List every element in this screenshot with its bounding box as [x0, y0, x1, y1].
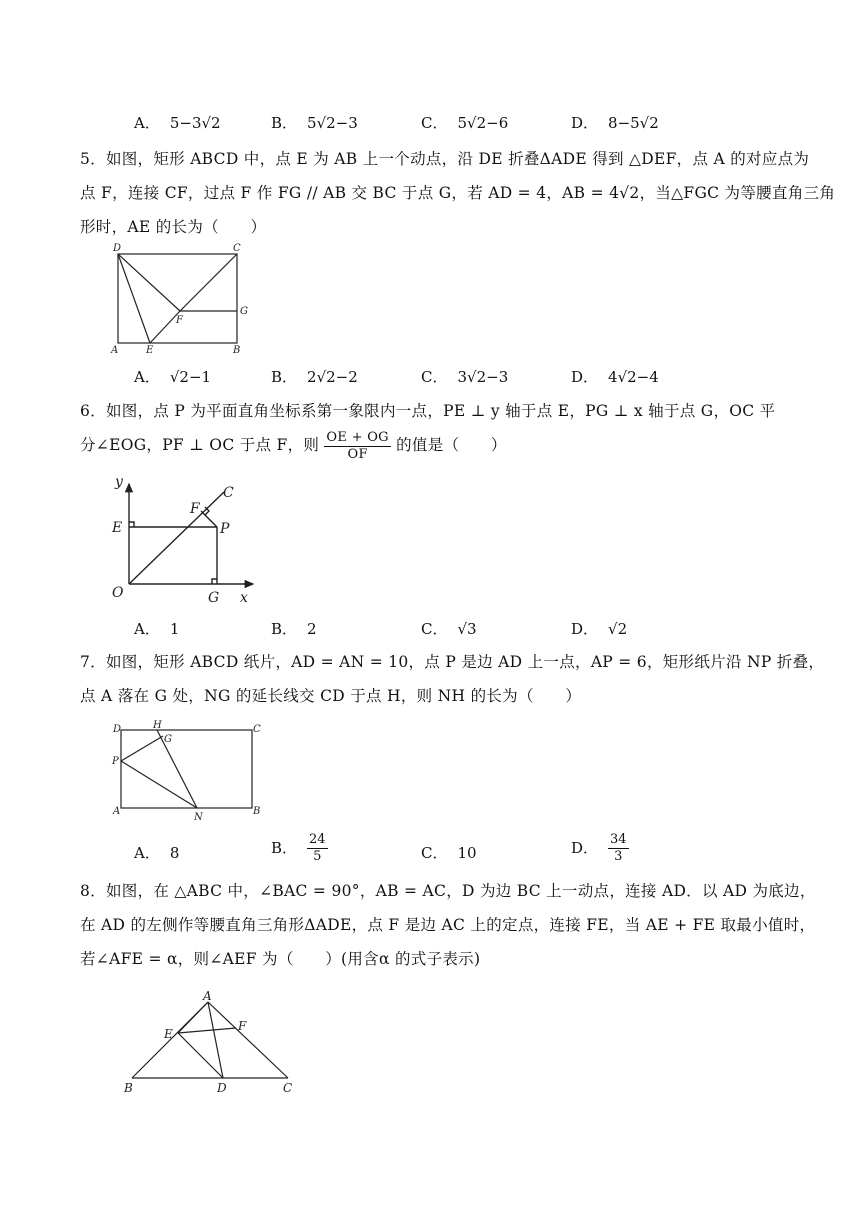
q5-segment-fc — [180, 254, 237, 311]
q5-line-3: 形时，AE 的长为（ ） — [80, 218, 267, 236]
q6-line-1: 6．如图，点 P 为平面直角坐标系第一象限内一点，PE ⊥ y 轴于点 E，PG ⊥ x 轴于点 G，OC 平 — [80, 402, 776, 420]
q8-segment-ac — [208, 1002, 288, 1078]
q7-option-b[interactable]: B． $\frac{24}{5}$ — [271, 832, 326, 864]
q5-label-a: A — [111, 345, 119, 356]
q7-label-b: B — [253, 806, 261, 817]
q8-figure — [118, 988, 294, 1098]
q8-line-1: 8．如图，在 △ABC 中，∠BAC = 90°，AB = AC，D 为边 BC 上一动点，连接 AD．以 AD 为底边， — [80, 882, 816, 900]
q5-option-a[interactable]: A． √2−1 — [134, 368, 212, 386]
q8-segment-ed — [178, 1033, 223, 1078]
q4-option-d[interactable]: D． 8−5√2 — [571, 114, 659, 132]
q5-label-g: G — [240, 306, 248, 317]
q8-label-d: D — [217, 1081, 227, 1095]
q7-line-2: 点 A 落在 G 处，NG 的延长线交 CD 于点 H，则 NH 的长为（ ） — [80, 687, 582, 705]
q4-option-a[interactable]: A． 5−3√2 — [134, 114, 221, 132]
q5-label-e: E — [146, 345, 154, 356]
q7-figure — [108, 718, 270, 822]
q6-label-y: y — [115, 474, 123, 490]
q6-option-b[interactable]: B． 2 — [271, 620, 317, 638]
q4-option-c[interactable]: C． 5√2−6 — [421, 114, 509, 132]
q6-option-a[interactable]: A． 1 — [134, 620, 180, 638]
q5-segment-df — [118, 254, 180, 311]
q7-label-g: G — [164, 734, 172, 745]
q8-label-f: F — [238, 1019, 247, 1033]
q6-label-g: G — [208, 590, 220, 606]
q7-rectangle — [121, 730, 252, 808]
q6-option-d[interactable]: D． √2 — [571, 620, 628, 638]
q8-label-c: C — [283, 1081, 293, 1095]
q7-label-h: H — [153, 720, 162, 731]
q8-line-2: 在 AD 的左侧作等腰直角三角形ΔADE，点 F 是边 AC 上的定点，连接 FE，当 AE + FE 取最小值时， — [80, 916, 816, 934]
q7-option-c[interactable]: C． 10 — [421, 844, 477, 862]
q6-label-f: F — [190, 501, 200, 517]
q7-label-p: P — [112, 756, 119, 767]
q6-fraction: $\frac{OE + OG}{OF}$ — [326, 429, 389, 462]
q6-option-c[interactable]: C． √3 — [421, 620, 477, 638]
q6-options — [134, 618, 834, 644]
q5-label-c: C — [233, 243, 241, 254]
q5-rectangle — [118, 254, 237, 343]
q5-label-b: B — [233, 345, 241, 356]
q6-line-2: 分∠EOG，PF ⊥ OC 于点 F，则 $\frac{OE + OG}{OF}$ 的值是（ ） — [80, 429, 507, 462]
q5-line-2: 点 F，连接 CF，过点 F 作 FG // AB 交 BC 于点 G，若 AD = 4，AB = 4√2，当△FGC 为等腰直角三角 — [80, 184, 836, 202]
q5-text — [80, 142, 836, 244]
q5-label-d: D — [113, 243, 122, 254]
q7-text — [80, 645, 825, 713]
q5-options — [134, 366, 834, 392]
q6-figure — [105, 474, 265, 606]
q5-line-1: 5．如图，矩形 ABCD 中，点 E 为 AB 上一个动点，沿 DE 折叠ΔADE 得到 △DEF，点 A 的对应点为 — [80, 150, 810, 168]
q8-text — [80, 874, 816, 976]
q6-text — [80, 394, 780, 463]
q4-option-b[interactable]: B． 5√2−3 — [271, 114, 358, 132]
q7-options — [134, 832, 834, 872]
q8-line-3: 若∠AFE = α，则∠AEF 为（ ）(用含α 的式子表示) — [80, 950, 481, 968]
q6-right-angle-g — [212, 579, 217, 584]
q6-label-p: P — [220, 521, 230, 537]
q7-label-d: D — [113, 724, 122, 735]
q8-segment-ae — [178, 1002, 208, 1033]
q8-label-e: E — [164, 1027, 173, 1041]
q7-label-c: C — [253, 724, 261, 735]
q7-option-a[interactable]: A． 8 — [134, 844, 180, 862]
q6-right-angle-f — [205, 507, 209, 515]
q6-label-o: O — [112, 585, 124, 601]
q7-line-1: 7．如图，矩形 ABCD 纸片，AD = AN = 10，点 P 是边 AD 上一点，AP = 6，矩形纸片沿 NP 折叠， — [80, 653, 825, 671]
q7-option-d[interactable]: D． $\frac{34}{3}$ — [571, 832, 627, 864]
q8-label-a: A — [203, 989, 212, 1003]
q5-segment-de — [118, 254, 150, 343]
q7-segment-pg — [121, 736, 163, 761]
q5-label-f: F — [176, 315, 183, 326]
q6-label-c: C — [223, 485, 234, 501]
q7-label-a: A — [113, 806, 121, 817]
q6-label-e: E — [112, 520, 123, 536]
q7-label-n: N — [194, 812, 203, 822]
q4-options — [134, 112, 834, 138]
q5-option-d[interactable]: D． 4√2−4 — [571, 368, 659, 386]
q8-segment-ef — [178, 1028, 236, 1033]
q5-option-c[interactable]: C． 3√2−3 — [421, 368, 509, 386]
q6-label-x: x — [240, 590, 248, 606]
q8-label-b: B — [124, 1081, 133, 1095]
q6-segment-pf — [201, 511, 217, 527]
q6-right-angle-e — [129, 522, 134, 527]
q5-figure — [108, 240, 258, 358]
q5-option-b[interactable]: B． 2√2−2 — [271, 368, 358, 386]
q6-ray-oc — [129, 492, 224, 584]
